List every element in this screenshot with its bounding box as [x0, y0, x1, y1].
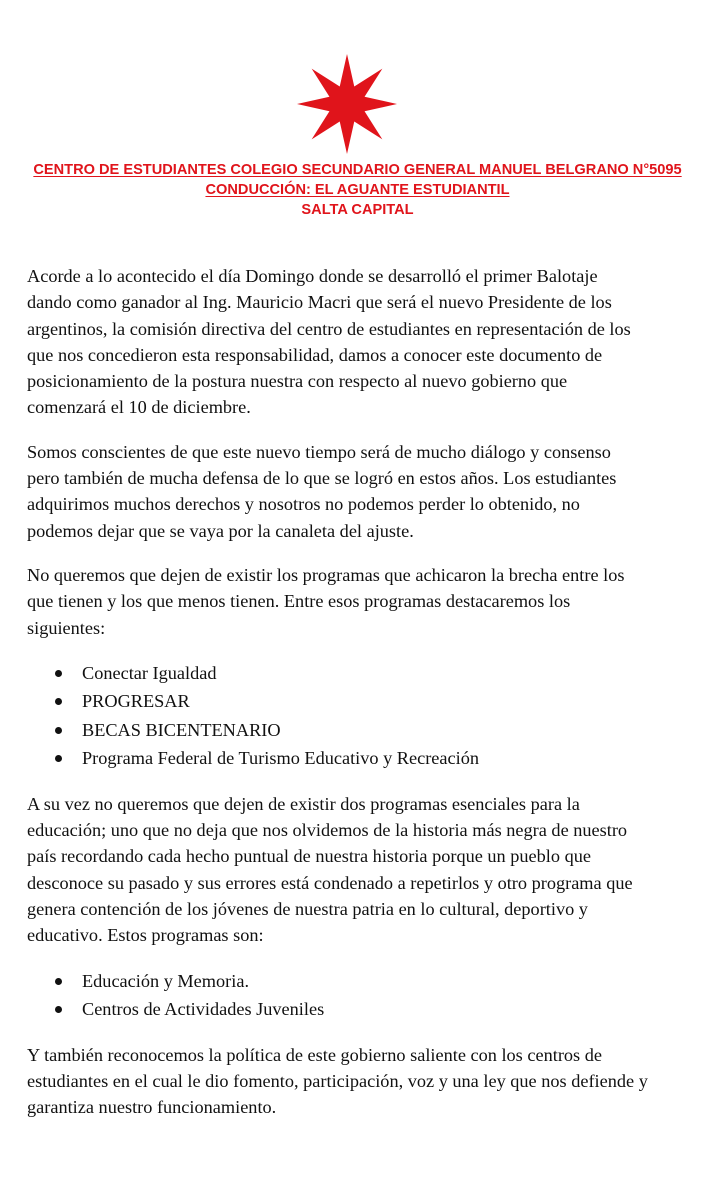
paragraph-programs	[27, 562, 709, 641]
text-line: Y también reconocemos la política de este gobierno saliente con los centros de	[27, 1044, 602, 1065]
text-line: No queremos que dejen de existir los programas que achicaron la brecha entre los	[27, 564, 625, 585]
text-line: desconoce su pasado y sus errores está condenado a repetirlos y otro programa que	[27, 872, 633, 893]
text-line: adquirimos muchos derechos y nosotros no podemos perder lo obtenido, no	[27, 494, 580, 515]
list-item-label: PROGRESAR	[82, 691, 190, 712]
text-line: educativo. Estos programas son:	[27, 925, 264, 946]
header-leadership: CONDUCCIÓN: EL AGUANTE ESTUDIANTIL	[205, 182, 510, 198]
text-line: genera contención de los jóvenes de nuestra patria en lo cultural, deportivo y	[27, 899, 588, 920]
text-line: Somos conscientes de que este nuevo tiempo será de mucho diálogo y consenso	[27, 441, 611, 462]
paragraph-closing	[27, 1042, 709, 1121]
programs-list	[27, 659, 709, 773]
text-line: educación; uno que no deja que nos olvidemos de la historia más negra de nuestro	[27, 820, 628, 841]
list-item-label: Conectar Igualdad	[82, 662, 217, 683]
bullet-icon	[55, 1006, 62, 1013]
essential-programs-list	[27, 967, 709, 1024]
text-line: garantiza nuestro funcionamiento.	[27, 1097, 277, 1118]
bullet-icon	[55, 670, 62, 677]
text-line: estudiantes en el cual le dio fomento, participación, voz y una ley que nos defiende y	[27, 1070, 648, 1091]
document-body	[27, 263, 709, 1139]
text-line: que tienen y los que menos tienen. Entre esos programas destacaremos los	[27, 591, 571, 612]
list-item-label: Centros de Actividades Juveniles	[82, 999, 325, 1020]
list-item	[27, 659, 709, 688]
list-item	[27, 995, 709, 1024]
bullet-icon	[55, 978, 62, 985]
text-line: podemos dejar que se vaya por la canaleta del ajuste.	[27, 520, 414, 541]
header-school-name: CENTRO DE ESTUDIANTES COLEGIO SECUNDARIO GENERAL MANUEL BELGRANO N°5095	[33, 162, 682, 178]
list-item	[27, 687, 709, 716]
text-line: posicionamiento de la postura nuestra con respecto al nuevo gobierno que	[27, 371, 568, 392]
text-line: A su vez no queremos que dejen de existir dos programas esenciales para la	[27, 793, 580, 814]
text-line: pero también de mucha defensa de lo que se logró en estos años. Los estudiantes	[27, 468, 617, 489]
header-location: SALTA CAPITAL	[301, 202, 414, 218]
paragraph-essential-programs	[27, 791, 709, 949]
bullet-icon	[55, 698, 62, 705]
text-line: que nos concedieron esta responsabilidad, damos a conocer este documento de	[27, 344, 603, 365]
text-line: país recordando cada hecho puntual de nuestra historia porque un pueblo que	[27, 846, 591, 867]
list-item-label: BECAS BICENTENARIO	[82, 719, 281, 740]
document-header	[0, 160, 715, 220]
list-item-label: Educación y Memoria.	[82, 970, 250, 991]
list-item	[27, 967, 709, 996]
bullet-icon	[55, 727, 62, 734]
text-line: dando como ganador al Ing. Mauricio Macri que será el nuevo Presidente de los	[27, 292, 612, 313]
bullet-icon	[55, 755, 62, 762]
paragraph-consensus	[27, 439, 709, 544]
list-item-label: Programa Federal de Turismo Educativo y Recreación	[82, 748, 480, 769]
text-line: comenzará el 10 de diciembre.	[27, 397, 251, 418]
list-item	[27, 716, 709, 745]
paragraph-intro	[27, 263, 709, 421]
text-line: siguientes:	[27, 617, 106, 638]
text-line: argentinos, la comisión directiva del centro de estudiantes en representación de los	[27, 318, 631, 339]
list-item	[27, 744, 709, 773]
red-star-logo-icon	[295, 52, 399, 156]
text-line: Acorde a lo acontecido el día Domingo donde se desarrolló el primer Balotaje	[27, 266, 598, 286]
